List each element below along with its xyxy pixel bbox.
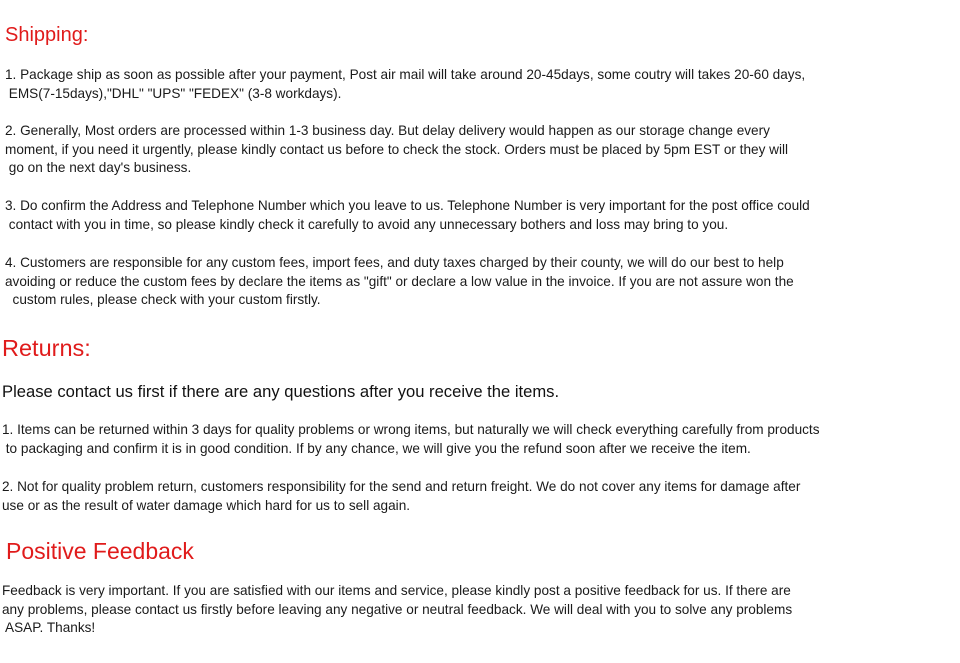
shipping-item-4-line-1: 4. Customers are responsible for any custom fees, import fees, and duty taxes charged by their county, we will do our best to help (5, 255, 784, 270)
shipping-item-4-line-2: avoiding or reduce the custom fees by declare the items as "gift" or declare a low value in the invoice. If you are not assure won the (5, 273, 794, 289)
shipping-heading: Shipping: (5, 24, 89, 46)
shipping-item-2 (5, 122, 788, 178)
returns-item-1 (2, 421, 820, 458)
feedback-text (2, 582, 792, 638)
shipping-item-4-line-3: custom rules, please check with your custom firstly. (5, 292, 321, 308)
shipping-item-3-line-2: contact with you in time, so please kindly check it carefully to avoid any unnecessary bothers and loss may bring to you. (5, 216, 729, 232)
shipping-item-2-line-3: go on the next day's business. (5, 160, 192, 176)
shipping-item-1-line-1: 1. Package ship as soon as possible after your payment, Post air mail will take around 20-45days, some coutry will takes 20-60 days, (5, 67, 806, 82)
returns-heading: Returns: (2, 335, 91, 361)
feedback-heading: Positive Feedback (6, 538, 194, 564)
returns-item-1-line-1: 1. Items can be returned within 3 days for quality problems or wrong items, but naturally we will check everything carefully from products (2, 422, 820, 437)
shipping-item-1-line-2: EMS(7-15days),"DHL" "UPS" "FEDEX" (3-8 workdays). (5, 85, 342, 101)
shipping-item-4 (5, 254, 794, 310)
shipping-item-1 (5, 66, 805, 103)
feedback-line-1: Feedback is very important. If you are satisfied with our items and service, please kindly post a positive feedback for us. If there are (2, 583, 791, 598)
feedback-line-2: any problems, please contact us firstly before leaving any negative or neutral feedback. We will deal with you to solve any problems (2, 601, 793, 617)
returns-lead: Please contact us first if there are any questions after you receive the items. (2, 382, 560, 401)
shipping-item-2-line-1: 2. Generally, Most orders are processed within 1-3 business day. But delay delivery would happen as our storage change every (5, 123, 770, 138)
shipping-item-3 (5, 197, 810, 234)
returns-item-2-line-2: use or as the result of water damage which hard for us to sell again. (2, 497, 411, 513)
shipping-item-3-line-1: 3. Do confirm the Address and Telephone Number which you leave to us. Telephone Number is very important for the post office could (5, 198, 810, 213)
returns-item-2-line-1: 2. Not for quality problem return, customers responsibility for the send and return freight. We do not cover any items for damage after (2, 479, 801, 494)
shipping-item-2-line-2: moment, if you need it urgently, please kindly contact us before to check the stock. Orders must be placed by 5pm EST or they will (5, 141, 789, 157)
feedback-line-3: ASAP. Thanks! (2, 620, 96, 636)
returns-item-1-line-2: to packaging and confirm it is in good condition. If by any chance, we will give you the refund soon after we receive the item. (2, 440, 751, 456)
returns-item-2 (2, 478, 800, 515)
